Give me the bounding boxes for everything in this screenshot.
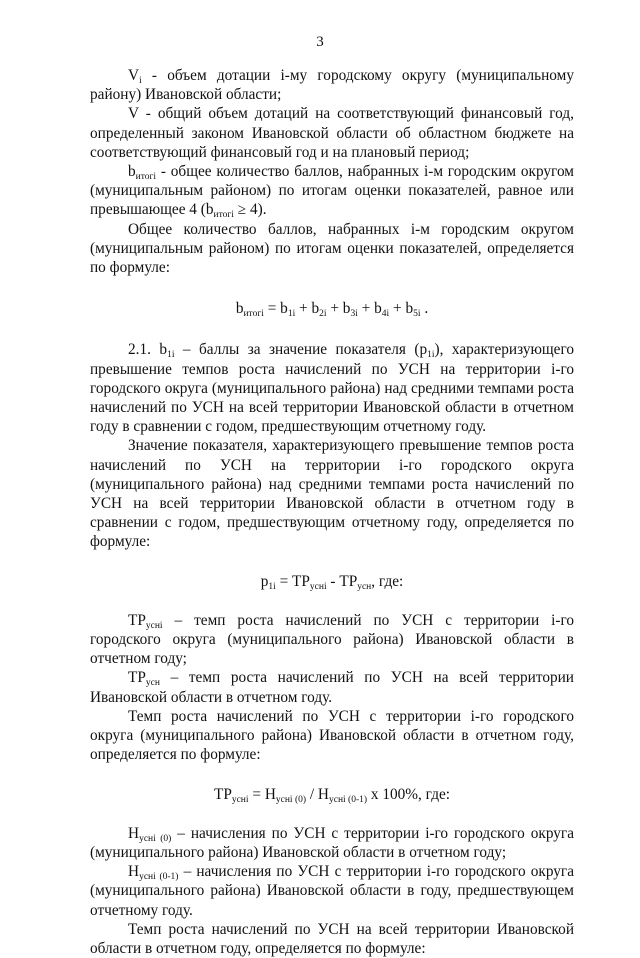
paragraph-growth-rate-intro: Темп роста начислений по УСН с территории i-го городского округа (муниципального района) Ивановской области в отчетном году, определяется по формуле: — [90, 707, 574, 764]
document-body — [90, 66, 574, 958]
formula-p1i: $p_{1i} = ТР_{усні} - ТР_{усн}$, где: — [260, 572, 404, 592]
paragraph-total-growth-intro: Темп роста начислений по УСН на всей территории Ивановской области в отчетном году, определяется по формуле: — [90, 920, 574, 957]
paragraph-n-usni-0: $Н_{усні (0)}$ – начисления по УСН с территории i-го городского округа (муниципального района) Ивановской области в отчетном году; — [90, 824, 574, 861]
formula-tr-usni: $ТР_{усні} = Н_{усні (0)} / Н_{усні (0-1)}$ х 100%, где: — [213, 785, 451, 805]
paragraph-tr-usni: $ТР_{усні}$ – темп роста начислений по УСН с территории i-го городского округа (муниципального района) Ивановской области в отчетном году; — [90, 611, 574, 668]
paragraph-b-total: $b_{итогі}$ - общее количество баллов, набранных i-м городским округом (муниципальным районом) по итогам оценки показателей, равное или превышающее 4 $(b_{итогі} \ge 4)$. — [90, 163, 574, 221]
formula-b-total: $b_{итогі} = b_{1i} + b_{2i} + b_{3i} + b_{4i} + b_{5i}$ . — [235, 300, 429, 320]
paragraph-v-i: $V_i$ - объем дотации i-му городскому округу (муниципальному району) Ивановской области; — [90, 67, 574, 104]
paragraph-indicator-value: Значение показателя, характеризующего превышение темпов роста начислений по УСН на территории i-го городского округа (муниципального района) над средними темпами роста начислений по УСН на всей территории Ивановской области в отчетном году в сравнении с годом, предшествующим отчетному году, определяется по формуле: — [90, 437, 574, 551]
paragraph-score-formula-intro: Общее количество баллов, набранных i-м городским округом (муниципальным районом) по итогам оценки показателей, определяется по формуле: — [90, 220, 574, 277]
paragraph-2-1: 2.1. $b_{1i}$ – баллы за значение показателя $(p_{1i})$, характеризующего превышение темпов роста начислений по УСН на территории i-го городского округа (муниципального района) над средними темпами роста начислений по УСН на всей территории Ивановской области в отчетном году в сравнении с годом, предшествующим отчетному году. — [90, 341, 575, 436]
paragraph-v-total: V - общий объем дотаций на соответствующий финансовый год, определенный законом Ивановской области об областном бюджете на соответствующий финансовый год и на плановый период; — [90, 105, 574, 161]
page-number: 3 — [316, 34, 324, 50]
paragraph-tr-usn: $ТР_{усн}$ – темп роста начислений по УСН на всей территории Ивановской области в отчетном году. — [90, 669, 574, 706]
paragraph-n-usni-0-1: $Н_{усні (0-1)}$ – начисления по УСН с территории i-го городского округа (муниципального района) Ивановской области в году, предшествующем отчетному году. — [90, 863, 574, 919]
